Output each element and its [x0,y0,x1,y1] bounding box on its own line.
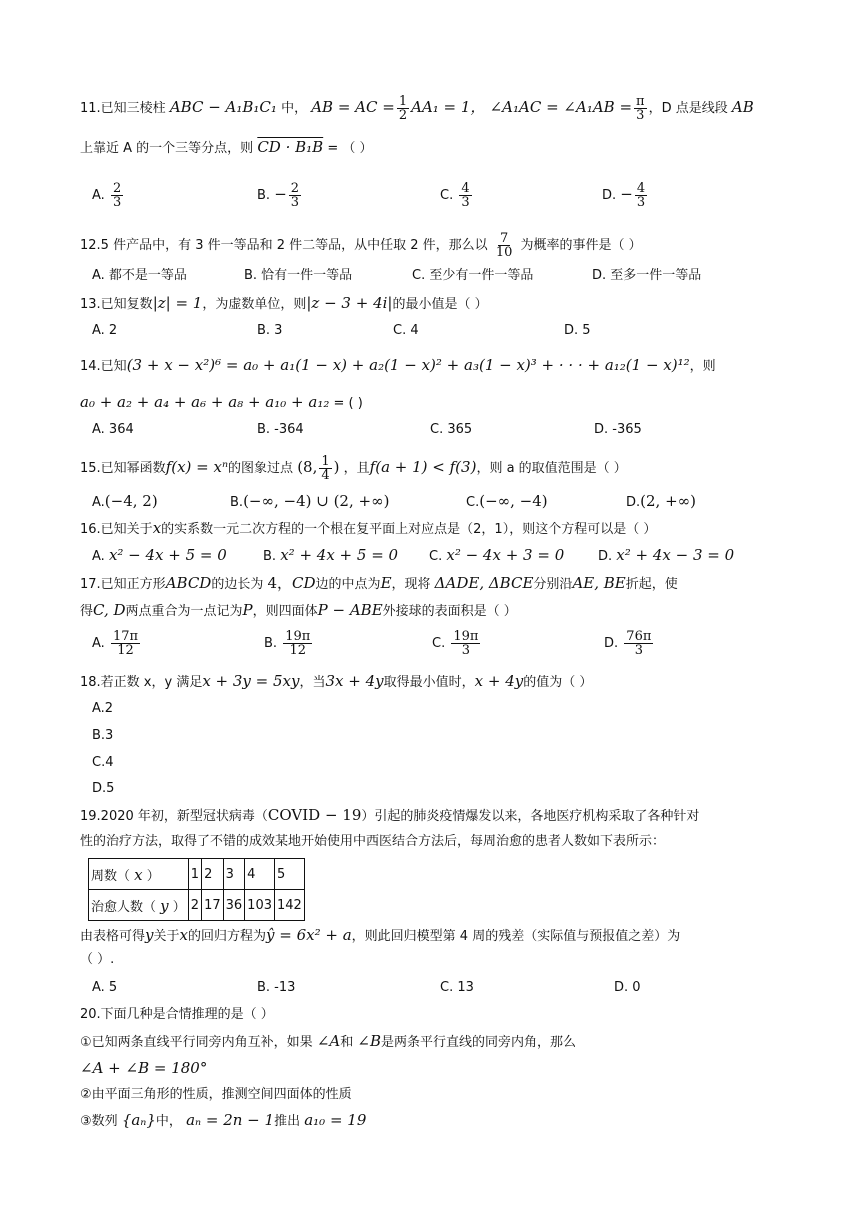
q16-option-c[interactable]: C. x² − 4x + 3 = 0 [429,546,565,564]
q11-option-c[interactable]: C. $\frac{4}{3}$ [440,181,470,210]
q17-line1: 17.已知正方形ABCD的边长为 4，CD边的中点为E，现将 ΔADE, ΔBCE分别沿AE, BE折起，使 [80,574,678,592]
q16-option-a[interactable]: A. x² − 4x + 5 = 0 [92,546,227,564]
q14-option-b[interactable]: B. -364 [257,422,304,437]
q19-data-table [88,858,305,921]
q12-stem: 12.5 件产品中，有 3 件一等品和 2 件二等品，从中任取 2 件，那么以 $\frac{7}{10}$ 为概率的事件是（ ） [80,231,642,260]
q11-frac-half: $\frac{1}{2}$ [398,94,408,123]
q20-item3: ③数列 {aₙ}中， aₙ = 2n − 1推出 a₁₀ = 19 [80,1111,367,1129]
q11-prism: ABC − A₁B₁C₁ [169,98,277,116]
q11-option-a[interactable]: A. $\frac{2}{3}$ [92,181,122,210]
q13-option-c[interactable]: C. 4 [393,323,419,338]
q13-option-a[interactable]: A. 2 [92,323,118,338]
q15-stem: 15.已知幂函数f(x) = xⁿ的图象过点 (8, $\frac{1}{4}$ ) ，且f(a + 1) < f(3)，则 a 的取值范围是（ ） [80,454,627,483]
q17-option-b[interactable]: B. $\frac{19\pi}{12}$ [264,629,311,658]
q16-stem: 16.已知关于x的实系数一元二次方程的一个根在复平面上对应点是（2，1），则这个方程可以是（ ） [80,519,657,537]
q12-frac: $\frac{7}{10}$ [495,231,513,260]
q11-option-d[interactable]: D. − $\frac{4}{3}$ [602,181,646,210]
q14-option-a[interactable]: A. 364 [92,422,134,437]
q14-sum: a₀ + a₂ + a₄ + a₆ + a₈ + a₁₀ + a₁₂ = ( ) [80,393,363,411]
q12-option-c[interactable]: C. 至少有一件一等品 [412,268,534,283]
q14-expansion: (3 + x − x²)⁶ = a₀ + a₁(1 − x) + a₂(1 − x)² + a₃(1 − x)³ + · · · + a₁₂(1 − x)¹² [126,356,690,374]
q17-option-d[interactable]: D. $\frac{76\pi}{3}$ [604,629,652,658]
q20-stem: 20.下面几种是合情推理的是（ ） [80,1007,274,1022]
q18-option-d[interactable]: D.5 [92,781,115,796]
q13-option-b[interactable]: B. 3 [257,323,283,338]
table-row: 周数（ x ） 1 2 3 4 5 [89,859,305,890]
q18-option-a[interactable]: A.2 [92,701,114,716]
q15-option-c[interactable]: C.(−∞, −4) [466,492,548,510]
q14-stem: 14.已知(3 + x − x²)⁶ = a₀ + a₁(1 − x) + a₂(1 − x)² + a₃(1 − x)³ + · · · + a₁₂(1 − x)¹²，则 [80,356,716,374]
q20-item1: ①已知两条直线平行同旁内角互补，如果 ∠A和 ∠B是两条平行直线的同旁内角，那么 [80,1032,576,1050]
q18-stem: 18.若正数 x，y 满足x + 3y = 5xy，当3x + 4y取得最小值时，x + 4y的值为（ ） [80,672,593,690]
q15-option-a[interactable]: A.(−4, 2) [92,492,158,510]
q12-option-b[interactable]: B. 恰有一件一等品 [244,268,353,283]
q11-option-b[interactable]: B. − $\frac{2}{3}$ [257,181,300,210]
q11-line1: 11.已知三棱柱 ABC − A₁B₁C₁ 中， AB = AC = $\frac{1}{2}$ AA₁ = 1， ∠A₁AC = ∠A₁AB = $\frac{\pi}{3}$ ，D 点是线段 AB [80,94,754,123]
q12-option-a[interactable]: A. 都不是一等品 [92,268,187,283]
q13-stem: 13.已知复数|z| = 1，为虚数单位，则|z − 3 + 4i|的最小值是（ ） [80,294,488,312]
q19-option-d[interactable]: D. 0 [614,980,641,995]
table-header-cured: 治愈人数（ y ） [89,890,189,921]
q17-line2: 得C, D两点重合为一点记为P，则四面体P − ABE外接球的表面积是（ ） [80,601,517,619]
q17-option-a[interactable]: A. $\frac{17\pi}{12}$ [92,629,139,658]
q20-item1-eq: ∠A + ∠B = 180° [80,1059,208,1077]
q19-option-a[interactable]: A. 5 [92,980,118,995]
q14-option-c[interactable]: C. 365 [430,422,473,437]
q11-frac-pi3: $\frac{\pi}{3}$ [636,94,645,123]
q13-option-d[interactable]: D. 5 [564,323,591,338]
q17-option-c[interactable]: C. $\frac{19\pi}{3}$ [432,629,479,658]
q19-line1: 19.2020 年初，新型冠状病毒（COVID − 19）引起的肺炎疫情爆发以来，各地医疗机构采取了各种针对 [80,806,700,824]
q19-option-c[interactable]: C. 13 [440,980,474,995]
table-header-weeks: 周数（ x ） [89,859,189,890]
q19-line2: 性的治疗方法，取得了不错的成效某地开始使用中西医结合方法后，每周治愈的患者人数如下表所示： [80,834,666,849]
q18-option-c[interactable]: C.4 [92,755,114,770]
q19-option-b[interactable]: B. -13 [257,980,296,995]
q20-item2: ②由平面三角形的性质，推测空间四面体的性质 [80,1087,352,1102]
q11-vector-product: CD · B₁B [257,138,324,156]
q16-option-d[interactable]: D. x² + 4x − 3 = 0 [598,546,735,564]
q15-option-d[interactable]: D.(2, +∞) [626,492,697,510]
q19-line4: （ ）. [80,952,115,967]
q16-option-b[interactable]: B. x² + 4x + 5 = 0 [263,546,399,564]
q18-option-b[interactable]: B.3 [92,728,114,743]
table-row: 治愈人数（ y ） 2 17 36 103 142 [89,890,305,921]
q11-line2: 上靠近 A 的一个三等分点，则 CD · B₁B = （ ） [80,138,373,156]
q15-option-b[interactable]: B.(−∞, −4) ∪ (2, +∞) [230,492,390,510]
q14-option-d[interactable]: D. -365 [594,422,642,437]
q12-option-d[interactable]: D. 至多一件一等品 [592,268,702,283]
q15-point-frac: $\frac{1}{4}$ [321,454,330,483]
q19-line3: 由表格可得y关于x的回归方程为ŷ = 6x² + a，则此回归模型第 4 周的残差（实际值与预报值之差）为 [80,926,681,944]
